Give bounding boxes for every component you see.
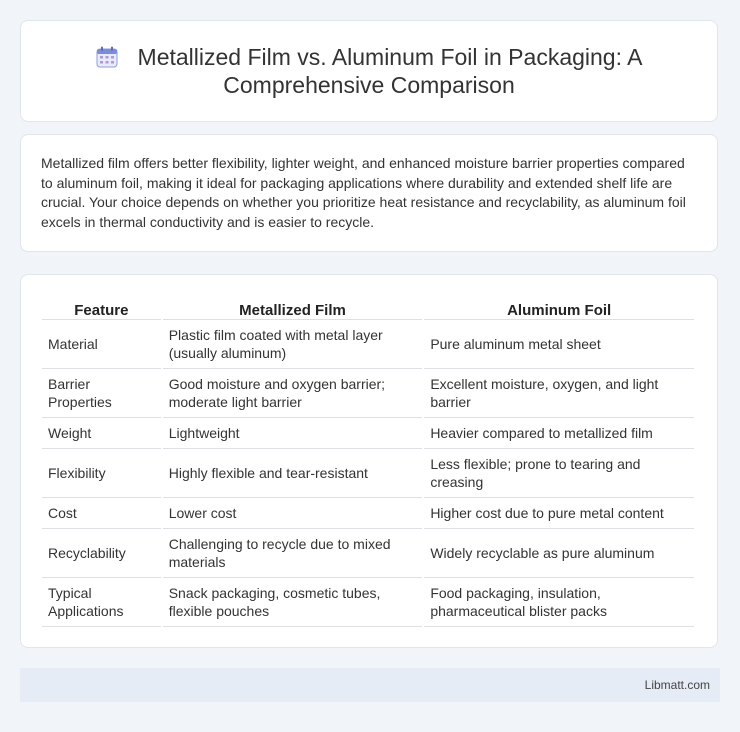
header-aluminum-foil: Aluminum Foil: [424, 295, 694, 320]
feature-cell: Barrier Properties: [42, 369, 161, 418]
aluminum-foil-cell: Widely recyclable as pure aluminum: [424, 529, 694, 578]
table-row: [42, 320, 694, 369]
table-row: [42, 369, 694, 418]
aluminum-foil-cell: Higher cost due to pure metal content: [424, 498, 694, 529]
page-title: Metallized Film vs. Aluminum Foil in Packaging: A Comprehensive Comparison: [137, 44, 643, 98]
table-row: [42, 578, 694, 627]
aluminum-foil-cell: Excellent moisture, oxygen, and light barrier: [424, 369, 694, 418]
feature-cell: Typical Applications: [42, 578, 161, 627]
header-feature: Feature: [42, 295, 161, 320]
metallized-film-cell: Good moisture and oxygen barrier; moderate light barrier: [163, 369, 423, 418]
page-title-wrap: [59, 43, 679, 99]
aluminum-foil-cell: Less flexible; prone to tearing and creasing: [424, 449, 694, 498]
aluminum-foil-cell: Food packaging, insulation, pharmaceutical blister packs: [424, 578, 694, 627]
header-metallized-film: Metallized Film: [163, 295, 423, 320]
metallized-film-cell: Lower cost: [163, 498, 423, 529]
summary-card: [20, 134, 718, 252]
feature-cell: Material: [42, 320, 161, 369]
metallized-film-cell: Plastic film coated with metal layer (usually aluminum): [163, 320, 423, 369]
footer: [20, 668, 720, 702]
table-header-row: [42, 295, 694, 320]
aluminum-foil-cell: Heavier compared to metallized film: [424, 418, 694, 449]
feature-cell: Cost: [42, 498, 161, 529]
table-row: [42, 529, 694, 578]
metallized-film-cell: Snack packaging, cosmetic tubes, flexible pouches: [163, 578, 423, 627]
calendar-icon: [96, 46, 118, 68]
title-card: [20, 20, 718, 122]
metallized-film-cell: Challenging to recycle due to mixed materials: [163, 529, 423, 578]
metallized-film-cell: Lightweight: [163, 418, 423, 449]
feature-cell: Flexibility: [42, 449, 161, 498]
footer-site-link[interactable]: Libmatt.com: [644, 678, 710, 692]
feature-cell: Recyclability: [42, 529, 161, 578]
comparison-table: [40, 295, 696, 627]
feature-cell: Weight: [42, 418, 161, 449]
comparison-table-card: [20, 274, 718, 648]
metallized-film-cell: Highly flexible and tear-resistant: [163, 449, 423, 498]
table-row: [42, 418, 694, 449]
aluminum-foil-cell: Pure aluminum metal sheet: [424, 320, 694, 369]
table-row: [42, 449, 694, 498]
table-row: [42, 498, 694, 529]
summary-text: Metallized film offers better flexibility, lighter weight, and enhanced moisture barrier properties compared to aluminum foil, making it ideal for packaging applications where durability and extended shelf life are crucial. Your choice depends on whether you prioritize heat resistance and recyclability, as aluminum foil excels in thermal conductivity and is easier to recycle.: [41, 155, 686, 230]
